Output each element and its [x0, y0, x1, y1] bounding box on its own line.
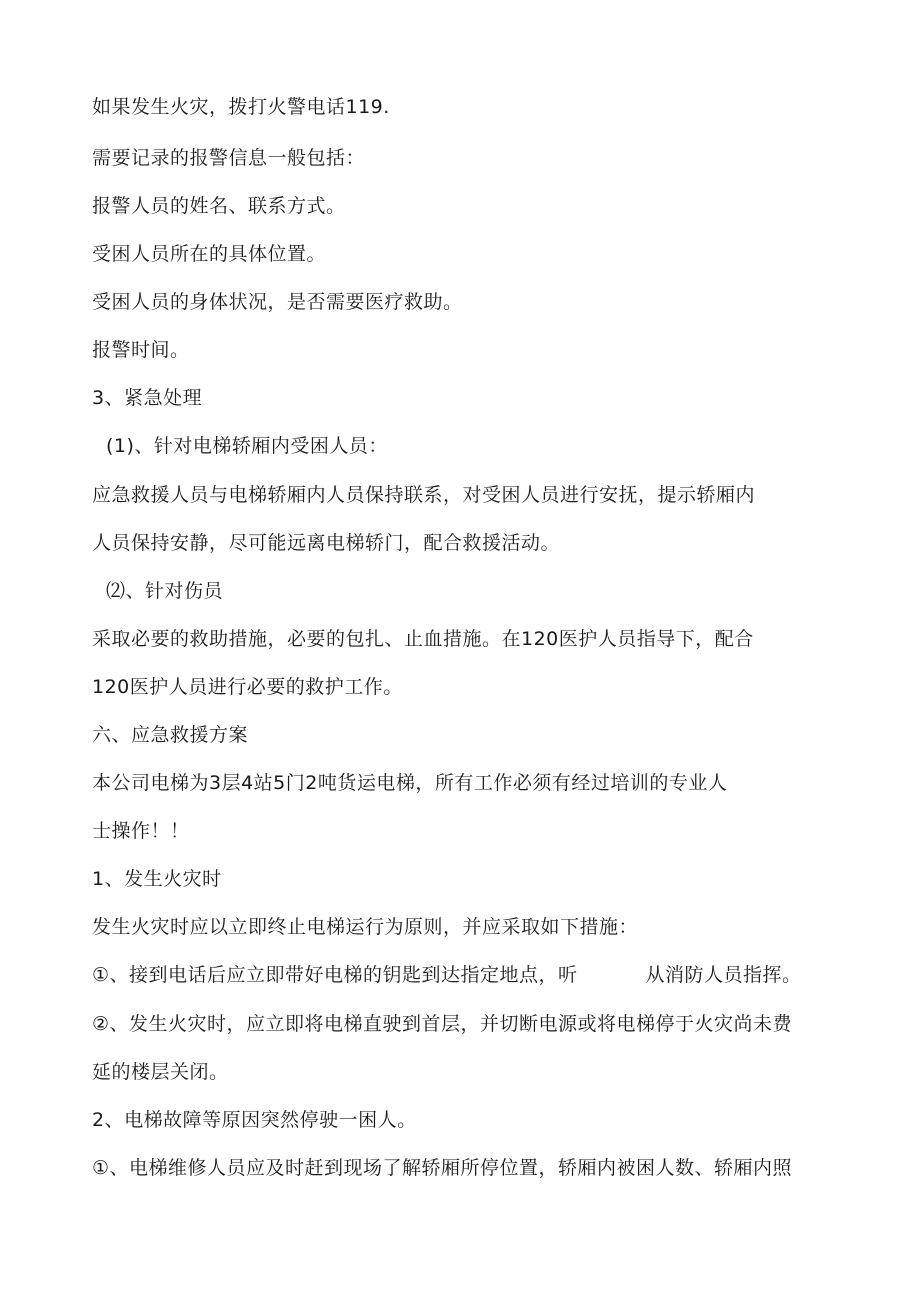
subheading-injured: ⑵、针对伤员	[106, 580, 224, 602]
paragraph-rescue-contact-2: 人员保持安静，尽可能远离电梯轿门，配合救援活动。	[92, 532, 561, 554]
paragraph-alarm-time: 报警时间。	[92, 339, 190, 361]
paragraph-reporter-info: 报警人员的姓名、联系方式。	[92, 195, 346, 217]
paragraph-alarm-info-intro: 需要记录的报警信息一般包括：	[92, 147, 366, 169]
paragraph-first-aid-2: 120医护人员进行必要的救护工作。	[92, 676, 403, 698]
heading-rescue-plan: 六、应急救援方案	[92, 724, 249, 746]
subheading-trapped-persons: (1)、针对电梯轿厢内受困人员：	[106, 435, 388, 457]
paragraph-first-aid-1: 采取必要的救助措施，必要的包扎、止血措施。在120医护人员指导下，配合	[92, 628, 754, 650]
fire-step-1-part-1: ①、接到电话后应立即带好电梯的钥匙到达指定地点，听	[92, 964, 578, 986]
paragraph-fire-step-2-cont: 延的楼层关闭。	[92, 1061, 229, 1083]
paragraph-fire-step-2: ②、发生火灾时，应立即将电梯直驶到首层，并切断电源或将电梯停于火灾尚未费	[92, 1013, 793, 1035]
heading-emergency-handling: 3、紧急处理	[92, 387, 203, 409]
heading-fire-case: 1、发生火灾时	[92, 868, 222, 890]
heading-elevator-fault: 2、电梯故障等原因突然停驶一困人。	[92, 1109, 417, 1131]
paragraph-trapped-location: 受困人员所在的具体位置。	[92, 243, 327, 265]
fire-step-1-part-2: 从消防人员指挥。	[645, 964, 802, 986]
paragraph-fire-call: 如果发生火灾，拨打火警电话119.	[92, 96, 390, 118]
paragraph-elevator-spec-1: 本公司电梯为3层4站5门2吨货运电梯，所有工作必须有经过培训的专业人	[92, 772, 728, 794]
paragraph-rescue-contact-1: 应急救援人员与电梯轿厢内人员保持联系，对受困人员进行安抚，提示轿厢内	[92, 484, 756, 506]
paragraph-elevator-spec-2: 士操作！！	[92, 820, 190, 842]
paragraph-fire-step-1	[92, 963, 802, 987]
paragraph-trapped-condition: 受困人员的身体状况，是否需要医疗救助。	[92, 291, 463, 313]
paragraph-fire-principle: 发生火灾时应以立即终止电梯运行为原则，并应采取如下措施：	[92, 916, 639, 938]
paragraph-fault-step-1: ①、电梯维修人员应及时赶到现场了解轿厢所停位置，轿厢内被困人数、轿厢内照	[92, 1157, 793, 1179]
